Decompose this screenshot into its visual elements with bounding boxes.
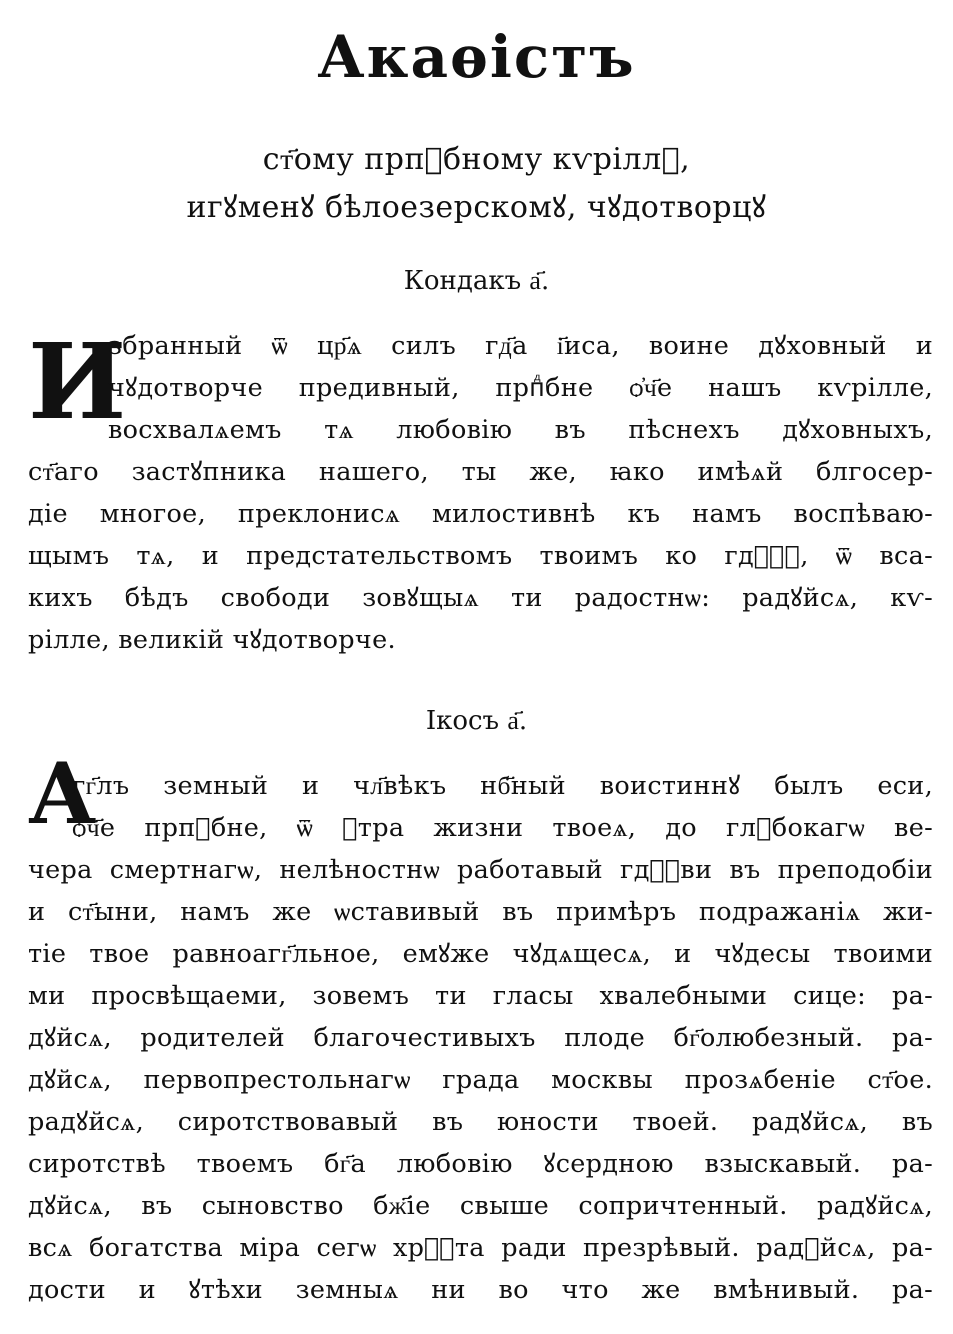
ikos-dropcap: А [28, 744, 97, 843]
ikos-line: дꙋйсѧ, родителей благочестивыхъ плоде бг҃олюбезный. ра- [28, 1023, 933, 1053]
subtitle-line-2: игꙋменꙋ бѣлоезерскомꙋ, чꙋдотворцꙋ [186, 190, 767, 225]
kontakion-line: рілле, великій чꙋдотворче. [28, 625, 396, 655]
kontakion-text [28, 320, 933, 655]
ikos-line: чера смертнагѡ, нелѣностнѡ работавый гдⷭ҇ви въ преподобіи [28, 855, 933, 885]
kontakion-line: кихъ бѣдъ свободи зовꙋщыѧ ти радостнѡ: радꙋйсѧ, кѵ- [28, 583, 933, 613]
ikos-line: сиротствѣ твоемъ бг҃а любовію ꙋсердною взыскавый. ра- [28, 1149, 933, 1179]
ikos-line: тіе твое равноагг҃льное, емꙋже чꙋдѧщесѧ, и чꙋдесы твоими [28, 939, 933, 969]
kontakion-dropcap: И [28, 320, 127, 443]
ikos-line: и ст҃ыни, намъ же ѡставивый въ примѣръ подражаніѧ жи- [28, 897, 933, 927]
page-title: Акаѳістъ [317, 23, 636, 91]
ikos-text [28, 744, 933, 1320]
ikos-line: ми просвѣщаеми, зовемъ ти гласы хвалебными сице: ра- [28, 981, 933, 1011]
ikos-line: всѧ богатства міра сегѡ хрⷭ҇та ради презрѣвый. радꙋйсѧ, ра- [28, 1233, 933, 1263]
ikos-line: дꙋйсѧ, первопрестольнагѡ града москвы прозѧбеніе ст҃ое. [28, 1065, 933, 1095]
ikos-line: гг҃лъ земный и чл҃вѣкъ нб҃ный воистиннꙋ былъ еси, [72, 771, 933, 801]
ikos-line: дости и ꙋтѣхи земныѧ ни во что же вмѣнивый. ра- [28, 1275, 933, 1305]
kontakion-line: збранный ѿ цр҃ѧ силъ гд҃а і҃иса, воине дꙋховный и [108, 331, 933, 361]
subtitle-line-1: ст҃ому прпⷣбному кѵріллꙋ, [262, 142, 691, 177]
ikos-line: радꙋйсѧ, сиротствовавый въ юности твоей. радꙋйсѧ, въ [28, 1107, 933, 1137]
ikos-heading: Ікосъ а҃. [425, 706, 528, 736]
kontakion-line: діе многое, преклонисѧ милостивнѣ къ намъ воспѣваю- [28, 499, 933, 529]
kontakion-line: щымъ тѧ, и предстательствомъ твоимъ ко гдⷭ҇ꙋ, ѿ вса- [28, 541, 933, 571]
kontakion-line: восхвалѧемъ тѧ любовію въ пѣснехъ дꙋховныхъ, [108, 415, 933, 445]
kontakion-line: чꙋдотворче предивный, прпⷣбне ѻ҆ч҃е нашъ кѵрілле, [108, 373, 933, 403]
ikos-line: дꙋйсѧ, въ сыновство бж҃іе свыше сопричтенный. радꙋйсѧ, [28, 1191, 933, 1221]
ikos-line: ѻ҆ч҃е прпⷣбне, ѿ ꙋтра жизни твоеѧ, до глꙋбокагѡ ве- [72, 813, 933, 843]
kontakion-heading: Кондакъ а҃. [403, 266, 550, 296]
kontakion-line: ст҃аго застꙋпника нашего, ты же, ꙗко имѣѧй блгосер- [28, 457, 933, 487]
